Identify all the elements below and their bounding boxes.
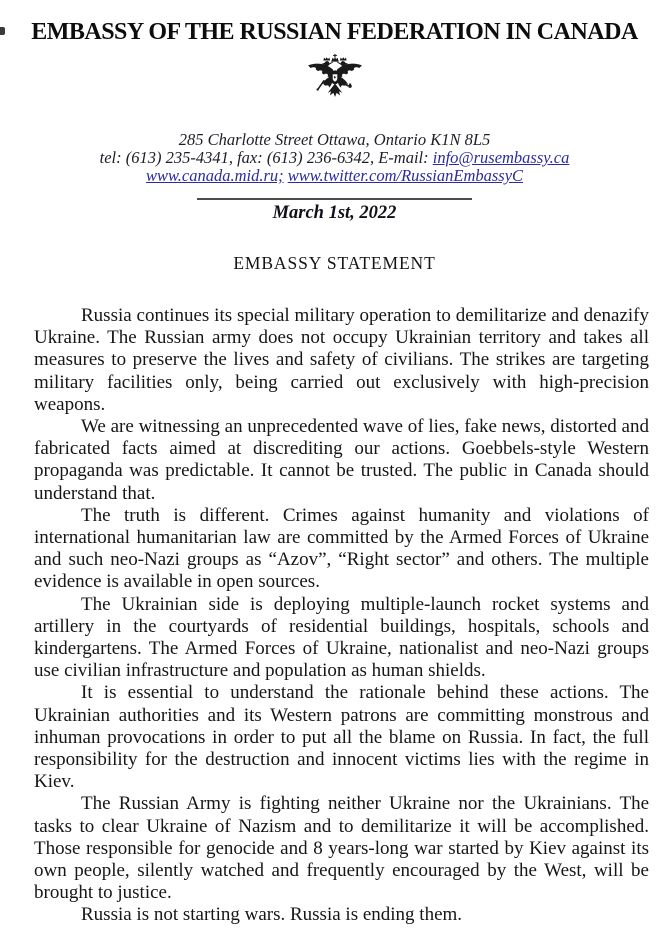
document-date: March 1st, 2022 xyxy=(272,203,397,223)
statement-paragraph-7: Russia is not starting wars. Russia is ending them. xyxy=(81,904,463,926)
embassy-letterhead-title: EMBASSY OF THE RUSSIAN FEDERATION IN CANADA xyxy=(31,19,638,45)
statement-paragraph-3: The truth is different. Crimes against humanity and violations of international humanitarian law are committed by the Armed Forces of Ukraine and such neo-Nazi groups as “Azov”, “Right sector” and others. The multiple evidence is available in open sources. xyxy=(34,504,649,593)
statement-paragraph-6: The Russian Army is fighting neither Ukraine nor the Ukrainians. The tasks to clear Ukraine of Nazism and to demilitarize it will be accomplished. Those responsible for genocide and 8 years-long war started by Kiev against its own people, silently watched and frequently encouraged by the West, will be brought to justice. xyxy=(34,793,649,904)
embassy-tel-fax-line xyxy=(0,149,669,167)
tel-fax-text: tel: (613) 235-4341, fax: (613) 236-6342, E-mail: xyxy=(99,148,433,167)
russian-coat-of-arms-icon xyxy=(303,54,367,112)
statement-paragraph-4: The Ukrainian side is deploying multiple-launch rocket systems and artillery in the courtyards of residential buildings, hospitals, schools and kindergartens. The Armed Forces of Ukraine, nationalist and neo-Nazi groups use civilian infrastructure and population as human shields. xyxy=(34,593,649,682)
statement-paragraph-1: Russia continues its special military operation to demilitarize and denazify Ukraine. The Russian army does not occupy Ukrainian territory and takes all measures to preserve the lives and safety of civilians. The strikes are targeting military facilities only, being carried out exclusively with high-precision weapons. xyxy=(34,305,649,415)
embassy-address: 285 Charlotte Street Ottawa, Ontario K1N 8L5 xyxy=(178,130,491,149)
statement-paragraph-2: We are witnessing an unprecedented wave of lies, fake news, distorted and fabricated facts aimed at discrediting our actions. Goebbels-style Western propaganda was predictable. It cannot be trusted. The public in Canada should understand that. xyxy=(34,416,649,504)
twitter-link[interactable]: www.twitter.com/RussianEmbassyC xyxy=(287,166,524,185)
embassy-web-links-line xyxy=(0,167,669,185)
email-link[interactable]: info@rusembassy.ca xyxy=(432,148,570,167)
statement-paragraph-5: It is essential to understand the rationale behind these actions. The Ukrainian authorities and its Western patrons are committing monstrous and inhuman provocations in order to put all the blame on Russia. In fact, the full responsibility for the destruction and innocent victims lies with the regime in Kiev. xyxy=(34,682,649,793)
statement-heading: EMBASSY STATEMENT xyxy=(233,253,436,273)
letterhead-contact-block xyxy=(0,131,669,185)
website-link[interactable]: www.canada.mid.ru; xyxy=(145,166,284,185)
statement-body xyxy=(34,305,649,927)
scan-artifact-mark xyxy=(0,27,5,35)
separator-line xyxy=(197,198,472,200)
